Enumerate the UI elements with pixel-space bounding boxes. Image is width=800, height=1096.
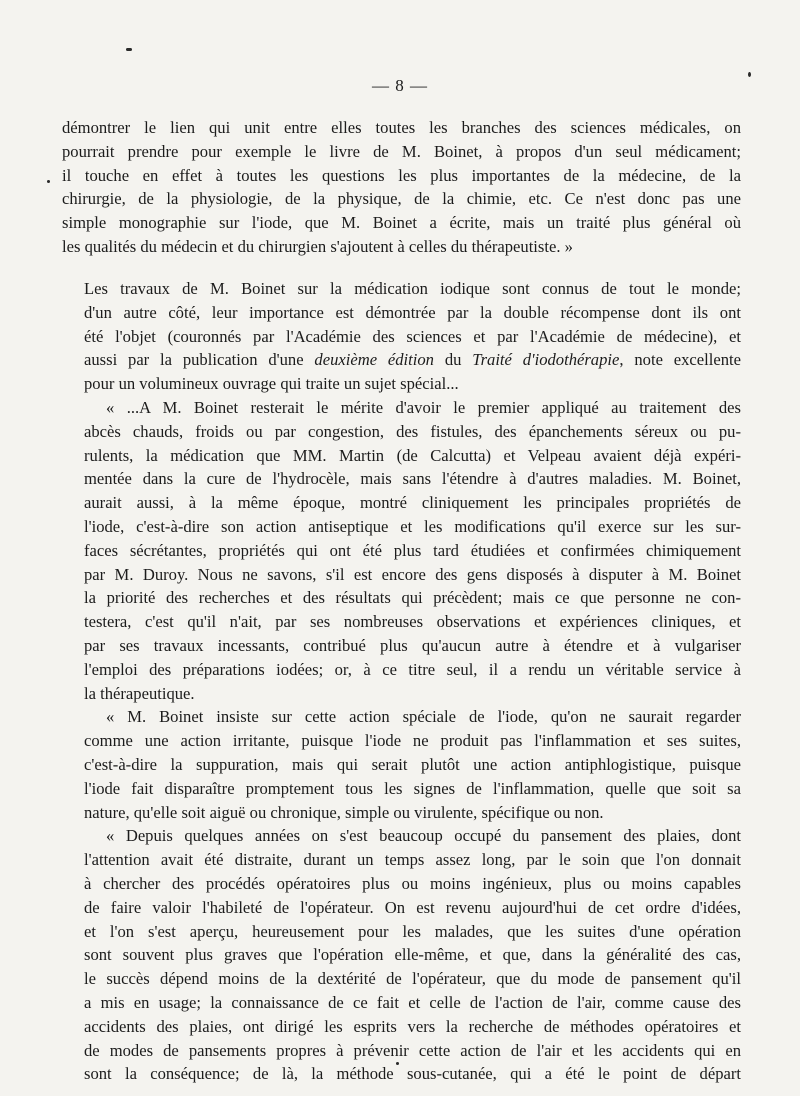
text-line: rulents, la médication que MM. Martin (de Calcutta) et Velpeau avaient déjà expéri-: [84, 445, 741, 465]
paragraph-travaux: [62, 277, 741, 396]
text-line: il touche en effet à toutes les questions les plus importantes de la médecine, de la: [62, 165, 741, 185]
text-line: comme une action irritante, puisque l'iode ne produit pas l'inflammation et ses suites,: [84, 731, 741, 751]
italic-title-traite: Traité d'iodothérapie: [472, 350, 620, 370]
text-line: les qualités du médecin et du chirurgien s'ajoutent à celles du thérapeutiste. »: [62, 236, 573, 256]
italic-title-edition: deuxième édition: [314, 350, 434, 370]
text-line: l'iode, c'est-à-dire son action antiseptique et les modifications qu'il exerce sur les sur-: [84, 516, 741, 536]
text-line: nature, qu'elle soit aiguë ou chronique, simple ou virulente, spécifique ou non.: [84, 802, 604, 822]
text-line: sont la conséquence; de là, la méthode sous-cutanée, qui a été le point de départ: [84, 1064, 741, 1084]
paragraph-quote-pansement: [62, 824, 741, 1086]
text-line: mentée dans la cure de l'hydrocèle, mais sans l'étendre à d'autres maladies. M. Boinet,: [84, 469, 741, 489]
text-line: l'emploi des préparations iodées; or, à ce titre seul, il a rendu un véritable service à: [84, 659, 741, 679]
main-text: [62, 277, 741, 1086]
paragraph-boinet-book: [62, 116, 741, 259]
text-line: « Depuis quelques années on s'est beaucoup occupé du pansement des plaies, dont: [106, 826, 741, 846]
scan-speck: [126, 48, 132, 51]
paragraph-quote-action: [62, 705, 741, 824]
text-fragment: aussi par la publication d'une: [84, 350, 315, 370]
text-line: testera, c'est qu'il n'ait, par ses nombreuses observations et expériences cliniques, et: [84, 612, 741, 632]
text-line: démontrer le lien qui unit entre elles toutes les branches des sciences médicales, on: [62, 118, 741, 137]
text-line: pour un volumineux ouvrage qui traite un sujet spécial...: [84, 374, 459, 394]
scan-speck: [47, 180, 50, 183]
text-line: aurait aussi, à la même époque, montré cliniquement les principales propriétés de: [84, 493, 741, 513]
text-line: et l'on s'est aperçu, heureusement pour les malades, que les suites d'une opération: [84, 921, 741, 941]
text-line: le succès dépend moins de la dextérité de l'opérateur, que du mode de pansement qu'il: [84, 969, 741, 989]
text-line: l'iode fait disparaître promptement tous les signes de l'inflammation, quelle que soit sa: [84, 778, 741, 798]
text-line: de modes de pansements propres à prévenir cette action de l'air et les accidents qui en: [84, 1040, 741, 1060]
text-line: la priorité des recherches et des résultats qui précèdent; mais ce que personne ne con-: [84, 588, 741, 608]
text-line: Les travaux de M. Boinet sur la médication iodique sont connus de tout le monde;: [84, 279, 741, 298]
text-line: « ...A M. Boinet resterait le mérite d'avoir le premier appliqué au traitement des: [106, 397, 741, 417]
text-line: accidents des plaies, ont dirigé les esprits vers la recherche de méthodes opératoires et: [84, 1016, 741, 1036]
text-line: abcès chauds, froids ou par congestion, des fistules, des épanchements séreux ou pu-: [84, 421, 741, 441]
text-line: l'attention avait été distraite, durant un temps assez long, par le soin que l'on donnait: [84, 850, 741, 870]
text-line: d'un autre côté, leur importance est démontrée par la double récompense dont ils ont: [84, 302, 741, 322]
text-line: été l'objet (couronnés par l'Académie des sciences et par l'Académie de médecine), et: [84, 326, 741, 346]
text-line: par M. Duroy. Nous ne savons, s'il est encore des gens disposés à disputer à M. Boinet: [84, 564, 741, 584]
paragraph-text: [62, 116, 741, 259]
text-line: « M. Boinet insiste sur cette action spéciale de l'iode, qu'on ne saurait regarder: [106, 707, 741, 727]
text-line: chirurgie, de la physiologie, de la physique, de la chimie, etc. Ce n'est donc pas une: [62, 189, 741, 209]
text-fragment: du: [433, 350, 473, 370]
text-line: par ses travaux incessants, contribué plus qu'aucun autre à étendre et à vulgariser: [84, 635, 741, 655]
text-line: sont souvent plus graves que l'opération elle-même, et que, dans la généralité des cas,: [84, 945, 741, 965]
text-line: [62, 348, 741, 372]
text-line: à chercher des procédés opératoires plus ou moins ingénieux, plus ou moins capables: [84, 873, 741, 893]
page-number: — 8 —: [372, 76, 428, 95]
text-fragment: , note excellente: [619, 350, 742, 370]
paragraph-quote-merite: [62, 396, 741, 705]
text-line: de faire valoir l'habileté de l'opérateur. On est revenu aujourd'hui de cet ordre d'idées,: [84, 897, 741, 917]
text-line: pourrait prendre pour exemple le livre de M. Boinet, à propos d'un seul médicament;: [62, 141, 741, 161]
text-line: c'est-à-dire la suppuration, mais qui serait plutôt une action antiphlogistique, puisque: [84, 754, 741, 774]
text-line: a mis en usage; la connaissance de ce fait et celle de l'action de l'air, comme cause des: [84, 992, 741, 1012]
text-line: la thérapeutique.: [84, 683, 195, 703]
text-line: simple monographie sur l'iode, que M. Boinet a écrite, mais un traité plus général où: [62, 213, 741, 233]
text-line: faces sécrétantes, propriétés qui ont été plus tard étudiées et confirmées chimiquement: [84, 540, 741, 560]
